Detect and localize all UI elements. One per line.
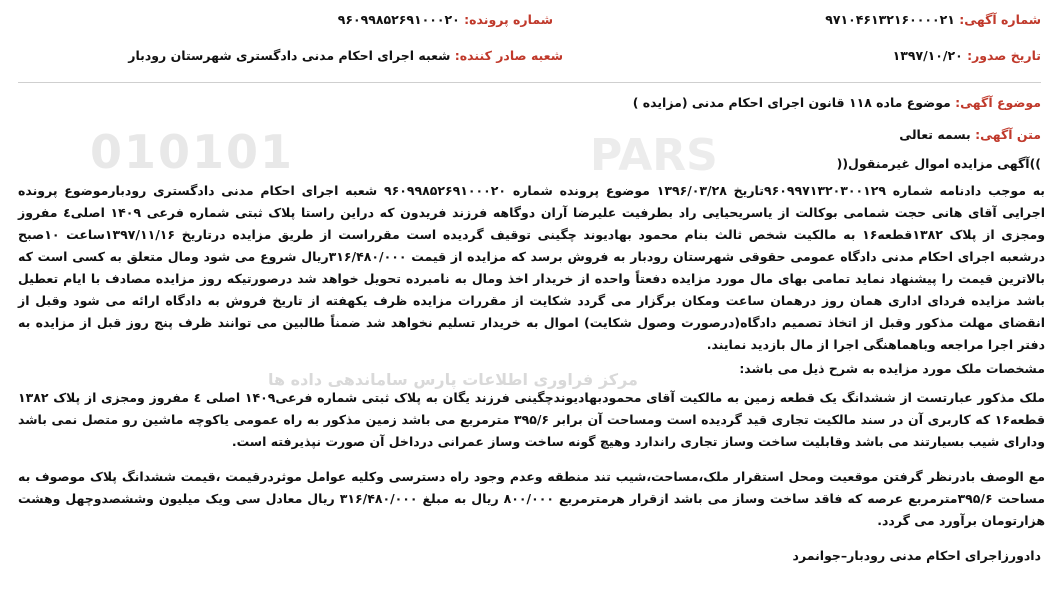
issuer (128, 48, 563, 64)
paragraph-property-heading: مشخصات ملک مورد مزایده به شرح ذیل می باشد: (739, 361, 1045, 376)
paragraph-property-description: ملک مذکور عبارتست از ششدانگ یک قطعه زمین به مالکیت آقای محمودبهادیوندچگینی فرزند یگان به پلاک ثبتی شماره فرعی۱۴۰۹ اصلی ٤ مفروز ومجزی از پلاک ۱۳۸۲ قطعه۱۶ که کاربری آن در سند مالکیت تجاری قید گردیده است ومساحت آن برابر ۳۹۵/۶ مترمربع می باشد زمین مذکور به راه عمومی یاکوچه ماشین رو متصل نمی باشد ودارای شیب بسیارتند می باشد وقابلیت ساخت وساز تجاری راندارد وهیچ گونه ساخت وساز عمرانی درداخل آن صورت نپذیرفته است. (18, 390, 1045, 449)
signature: دادورزاجرای احکام مدنی رودبار–جوانمرد (792, 548, 1041, 563)
notice-number-value: ۹۷۱۰۴۶۱۳۲۱۶۰۰۰۰۲۱ (825, 12, 955, 27)
subject-label: موضوع آگهی: (955, 95, 1041, 110)
case-number (338, 12, 553, 28)
notice-number-label: شماره آگهی: (959, 12, 1041, 27)
watermark-number: 010101 (90, 125, 295, 179)
case-number-value: ۹۶۰۹۹۸۵۲۶۹۱۰۰۰۲۰ (337, 12, 460, 27)
issue-date (893, 48, 1041, 64)
issuer-value: شعبه اجرای احکام مدنی دادگستری شهرستان رودبار (128, 48, 451, 63)
subject (633, 95, 1041, 111)
notice-number (825, 12, 1041, 28)
notice-text-value: بسمه تعالی (899, 127, 971, 142)
issue-date-value: ۱۳۹۷/۱۰/۲۰ (892, 48, 963, 63)
notice-text (899, 127, 1041, 143)
paragraph-valuation: مع الوصف بادرنظر گرفتن موقعیت ومحل استقرار ملک،مساحت،شیب تند منطقه وعدم وجود راه دسترسی وکلیه عوامل موثردرقیمت ،قیمت ششدانگ پلاک موصوف به مساحت ۳۹۵/۶مترمربع عرصه که فاقد ساخت وساز می باشد ازقرار هرمترمربع ۸۰۰/۰۰۰ ریال به مبلغ ۳۱۶/۴۸۰/۰۰۰ ریال معادل سی ویک میلیون وششصدوچهل وهشت هزارتومان برآورد می گردد. (18, 469, 1046, 528)
notice-text-label: متن آگهی: (975, 127, 1041, 142)
issuer-label: شعبه صادر کننده: (454, 48, 563, 63)
paragraph-main: به موجب دادنامه شماره ۹۶۰۹۹۷۱۳۲۰۳۰۰۱۲۹تاریخ ۱۳۹۶/۰۳/۲۸ موضوع پرونده شماره ۹۶۰۹۹۸۵۲۶۹۱۰۰۰۲۰ شعبه اجرای احکام مدنی دادگستری رودبارموضوع پرونده اجرایی آقای هانی حجت شمامی بوکالت از یاسریحیایی راد بطرفیت علیرضا آران دوگاهه فرزند فریدون که دراین راستا پلاک ثبتی شماره فرعی ۱۴۰۹ اصلی٤ مفروز ومجزی از پلاک ۱۳۸۲قطعه۱۶ به مالکیت شخص ثالث بنام محمود بهادیوند چگینی توقیف گردیده است مقرراست از طریق مزایده درتاریخ ۱۳۹۷/۱۱/۱۶ساعت ۱۰صبح درشعبه اجرای احکام مدنی دادگاه عمومی حقوقی شهرستان رودبار به فروش برسد که مزایده از قیمت ۳۱۶/۴۸۰/۰۰۰ریال شروع می شود ومال متعلق به کسی است که بالاترین قیمت را پیشنهاد نماید تمامی بهای مال مورد مزایده دفعتاً واحده از خریدار اخذ ومال به نامبرده تحویل خواهد شد درصورتیکه روز مزایده مصادف با ایام تعطیل باشد مزایده فردای اداری همان روز درهمان ساعت ومکان برگزار می گردد شکایت از مقررات مزایده ظرف یکهفته از تاریخ فروش به دادگاه ارائه می شود وقبل از انقضای مهلت مذکور وقبل از اتخاذ تصمیم دادگاه(درصورت وصول شکایت) اموال به خریدار تسلیم نخواهد شد ضمناً طالبین می توانند ظرف پنج روز قبل از مزایده به دفتر اجرا مراجعه وباهماهنگی اجرا از مال بازدید نمایند. (18, 183, 1045, 352)
header-divider (18, 82, 1041, 83)
issue-date-label: تاریخ صدور: (967, 48, 1041, 63)
subject-value: موضوع ماده ۱۱۸ قانون اجرای احکام مدنی (مزایده ) (632, 95, 951, 110)
watermark-logo: PARS (590, 130, 718, 181)
notice-heading: ))آگهی مزایده اموال غیرمنقول(( (836, 156, 1041, 171)
case-number-label: شماره پرونده: (464, 12, 553, 27)
watermark-text: مرکز فراوری اطلاعات پارس ساماندهی داده ها (268, 370, 638, 389)
